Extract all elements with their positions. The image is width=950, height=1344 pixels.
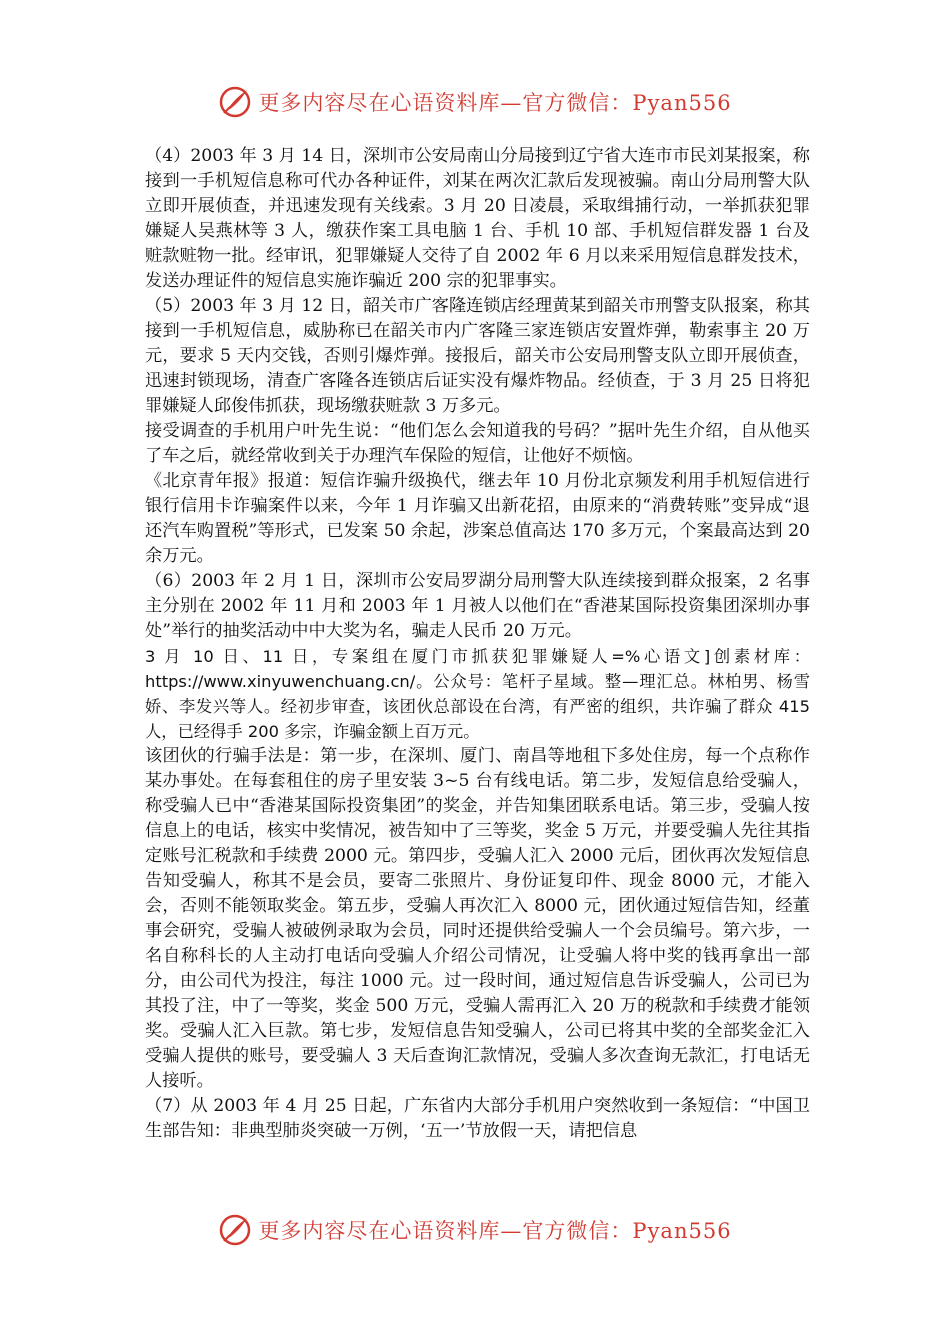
paragraph: （6）2003 年 2 月 1 日，深圳市公安局罗湖分局刑警大队连续接到群众报案，2 名事主分别在 2002 年 11 月和 2003 年 1 月被人以他们在“香港某国际投资集团深圳办事处”举行的抽奖活动中中大奖为名，骗走人民币 20 万元。 [145,571,810,641]
paragraph: （5）2003 年 3 月 12 日，韶关市广客隆连锁店经理黄某到韶关市刑警支队报案，称其接到一手机短信息，威胁称已在韶关市内广客隆三家连锁店安置炸弹，勒索事主 20 万元，要求 5 天内交钱，否则引爆炸弹。接报后，韶关市公安局刑警支队立即开展侦查，迅速封锁现场，清查广客隆各连锁店后证实没有爆炸物品。经侦查，于 3 月 25 日将犯罪嫌疑人邱俊伟抓获，现场缴获赃款 3 万多元。 [145,296,810,416]
header-banner [0,80,950,124]
quill-logo-icon [218,1213,252,1247]
paragraph: 该团伙的行骗手法是：第一步，在深圳、厦门、南昌等地租下多处住房，每一个点称作某办事处。在每套租住的房子里安装 3~5 台有线电话。第二步，发短信息给受骗人，称受骗人已中“香港某国际投资集团”的奖金，并告知集团联系电话。第三步，受骗人按信息上的电话，核实中奖情况，被告知中了三等奖，奖金 5 万元，并要受骗人先往其指定账号汇税款和手续费 2000 元。第四步，受骗人汇入 2000 元后，团伙再次发短信息告知受骗人，称其不是会员，要寄二张照片、身份证复印件、现金 8000 元，才能入会，否则不能领取奖金。第五步，受骗人再次汇入 8000 元，团伙通过短信告知，经董事会研究，受骗人被破例录取为会员，同时还提供给受骗人一个会员编号。第六步，一名自称科长的人主动打电话向受骗人介绍公司情况，让受骗人将中奖的钱再拿出一部分，由公司代为投注，每注 1000 元。过一段时间，通过短信息告诉受骗人，公司已为其投了注，中了一等奖，奖金 500 万元，受骗人需再汇入 20 万的税款和手续费才能领奖。受骗人汇入巨款。第七步，发短信息告知受骗人，公司已将其中奖的全部奖金汇入受骗人提供的账号，要受骗人 3 天后查询汇款情况，受骗人多次查询无款汇，打电话无人接听。 [145,746,810,1091]
paragraph: 3 月 10 日、11 日，专案组在厦门市抓获犯罪嫌疑人=%心语文]创素材库：https://www.xinyuwenchuang.cn/。公众号：笔杆子星域。整—理汇总。林柏男、杨雪娇、李发兴等人。经初步审查，该团伙总部设在台湾，有严密的组织，共诈骗了群众 415 人，已经得手 200 多宗，诈骗金额上百万元。 [145,647,810,741]
paragraph: 《北京青年报》报道：短信诈骗升级换代，继去年 10 月份北京频发利用手机短信进行银行信用卡诈骗案件以来，今年 1 月诈骗又出新花招，由原来的“消费转账”变异成“退还汽车购置税”等形式，已发案 50 余起，涉案总值高达 170 多万元，个案最高达到 20 余万元。 [145,471,810,566]
paragraph: 接受调查的手机用户叶先生说：“他们怎么会知道我的号码？”据叶先生介绍，自从他买了车之后，就经常收到关于办理汽车保险的短信，让他好不烦恼。 [145,421,810,466]
footer-banner [0,1208,950,1252]
banner-text: 更多内容尽在心语资料库—官方微信：Pyan556 [258,1219,732,1243]
paragraph: （4）2003 年 3 月 14 日，深圳市公安局南山分局接到辽宁省大连市市民刘某报案，称接到一手机短信息称可代办各种证件，刘某在两次汇款后发现被骗。南山分局刑警大队立即开展侦查，并迅速发现有关线索。3 月 20 日凌晨，采取缉捕行动，一举抓获犯罪嫌疑人吴燕林等 3 人，缴获作案工具电脑 1 台、手机 10 部、手机短信群发器 1 台及赃款赃物一批。经审讯，犯罪嫌疑人交待了自 2002 年 6 月以来采用短信息群发技术，发送办理证件的短信息实施诈骗近 200 宗的犯罪事实。 [145,146,810,291]
document-body [145,144,810,1144]
banner-text: 更多内容尽在心语资料库—官方微信：Pyan556 [258,91,732,115]
quill-logo-icon [218,85,252,119]
paragraph: （7）从 2003 年 4 月 25 日起，广东省内大部分手机用户突然收到一条短信：“中国卫生部告知：非典型肺炎突破一万例，‘五一’节放假一天，请把信息 [145,1096,810,1141]
